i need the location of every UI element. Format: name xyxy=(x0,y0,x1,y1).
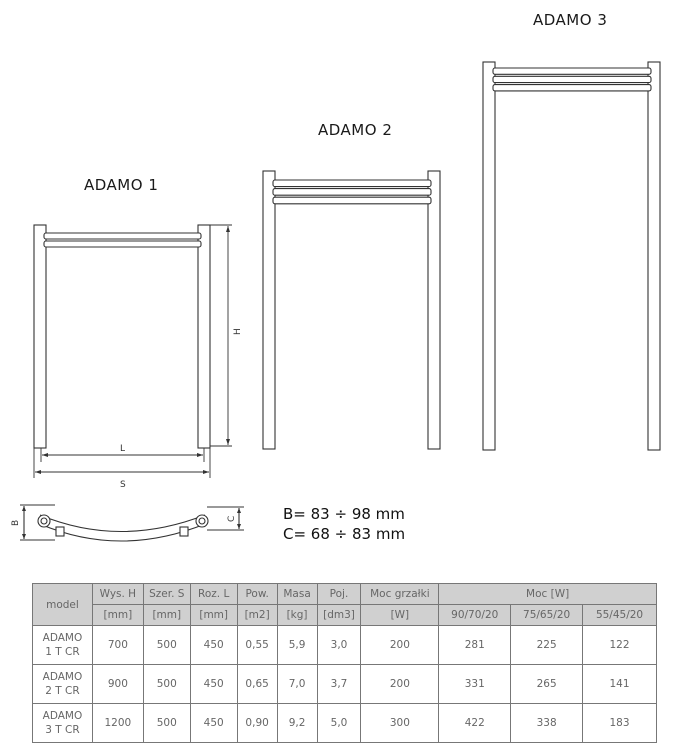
adamo-3-bars xyxy=(493,68,651,91)
cell-t1: 331 xyxy=(439,665,511,704)
col-moc-grzalki: Moc grzałki xyxy=(361,584,439,605)
cell-wys: 900 xyxy=(92,665,143,704)
col-roz: Roz. L xyxy=(190,584,237,605)
cell-t3: 122 xyxy=(583,626,657,665)
adamo-1-drawing xyxy=(34,225,210,448)
table-row xyxy=(33,704,657,743)
adamo-3-drawing xyxy=(483,62,660,450)
radiator-tube xyxy=(273,189,431,196)
unit-wys: [mm] xyxy=(92,605,143,626)
cell-t1: 422 xyxy=(439,704,511,743)
unit-roz: [mm] xyxy=(190,605,237,626)
cell-wys: 700 xyxy=(92,626,143,665)
cell-roz: 450 xyxy=(190,665,237,704)
table-row xyxy=(33,626,657,665)
adamo-2-drawing xyxy=(263,171,440,449)
adamo-2-bars xyxy=(273,180,431,204)
cell-moc-grzalki: 200 xyxy=(361,665,439,704)
cell-pow: 0,65 xyxy=(237,665,277,704)
temp-75-65-20: 75/65/20 xyxy=(511,605,583,626)
dimension-c: C= 68 ÷ 83 mm xyxy=(283,525,406,543)
unit-masa: [kg] xyxy=(277,605,317,626)
side-view xyxy=(20,505,244,541)
unit-moc-grzalki: [W] xyxy=(361,605,439,626)
temp-90-70-20: 90/70/20 xyxy=(439,605,511,626)
cell-t2: 338 xyxy=(511,704,583,743)
temp-55-45-20: 55/45/20 xyxy=(583,605,657,626)
dim-l-label: L xyxy=(120,444,126,454)
cell-poj: 3,7 xyxy=(317,665,361,704)
adamo-2-title: ADAMO 2 xyxy=(318,121,393,139)
radiator-tube xyxy=(273,197,431,204)
radiator-tube xyxy=(44,241,201,247)
unit-poj: [dm3] xyxy=(317,605,361,626)
cell-t2: 265 xyxy=(511,665,583,704)
cell-wys: 1200 xyxy=(92,704,143,743)
col-model: model xyxy=(33,584,93,626)
cell-roz: 450 xyxy=(190,704,237,743)
cell-szer: 500 xyxy=(143,626,190,665)
dim-s-label: S xyxy=(120,480,126,490)
model-variant: 3 T CR xyxy=(45,724,80,736)
cell-t3: 141 xyxy=(583,665,657,704)
cell-t3: 183 xyxy=(583,704,657,743)
cell-model xyxy=(33,665,93,704)
cell-masa: 9,2 xyxy=(277,704,317,743)
cell-t1: 281 xyxy=(439,626,511,665)
dim-h-label: H xyxy=(233,328,243,335)
col-masa: Masa xyxy=(277,584,317,605)
col-poj: Poj. xyxy=(317,584,361,605)
col-moc: Moc [W] xyxy=(439,584,657,605)
cell-pow: 0,55 xyxy=(237,626,277,665)
table-header-row xyxy=(33,584,657,605)
cell-poj: 5,0 xyxy=(317,704,361,743)
radiator-tube xyxy=(44,233,201,239)
cell-szer: 500 xyxy=(143,704,190,743)
col-pow: Pow. xyxy=(237,584,277,605)
adamo-3-title: ADAMO 3 xyxy=(533,11,608,29)
model-variant: 1 T CR xyxy=(45,646,80,658)
adamo-1-title: ADAMO 1 xyxy=(84,176,159,194)
radiator-tube xyxy=(493,68,651,74)
cell-poj: 3,0 xyxy=(317,626,361,665)
cell-t2: 225 xyxy=(511,626,583,665)
clearance-dimensions xyxy=(283,504,405,544)
model-name: ADAMO xyxy=(42,632,83,644)
col-wys: Wys. H xyxy=(92,584,143,605)
unit-pow: [m2] xyxy=(237,605,277,626)
model-variant: 2 T CR xyxy=(45,685,80,697)
radiator-tube xyxy=(493,76,651,82)
radiator-tube xyxy=(273,180,431,187)
dimension-b: B= 83 ÷ 98 mm xyxy=(283,505,405,523)
table-unit-row xyxy=(33,605,657,626)
cell-model xyxy=(33,626,93,665)
spec-table xyxy=(32,583,657,743)
adamo-1-bars xyxy=(44,233,201,247)
cell-moc-grzalki: 300 xyxy=(361,704,439,743)
dim-b-label: B xyxy=(11,519,21,526)
table-row xyxy=(33,665,657,704)
cell-model xyxy=(33,704,93,743)
model-name: ADAMO xyxy=(42,710,83,722)
cell-pow: 0,90 xyxy=(237,704,277,743)
cell-roz: 450 xyxy=(190,626,237,665)
dim-c-label: C xyxy=(227,515,237,522)
cell-szer: 500 xyxy=(143,665,190,704)
cell-moc-grzalki: 200 xyxy=(361,626,439,665)
model-name: ADAMO xyxy=(42,671,83,683)
unit-szer: [mm] xyxy=(143,605,190,626)
radiator-tube xyxy=(493,85,651,91)
cell-masa: 5,9 xyxy=(277,626,317,665)
col-szer: Szer. S xyxy=(143,584,190,605)
cell-masa: 7,0 xyxy=(277,665,317,704)
